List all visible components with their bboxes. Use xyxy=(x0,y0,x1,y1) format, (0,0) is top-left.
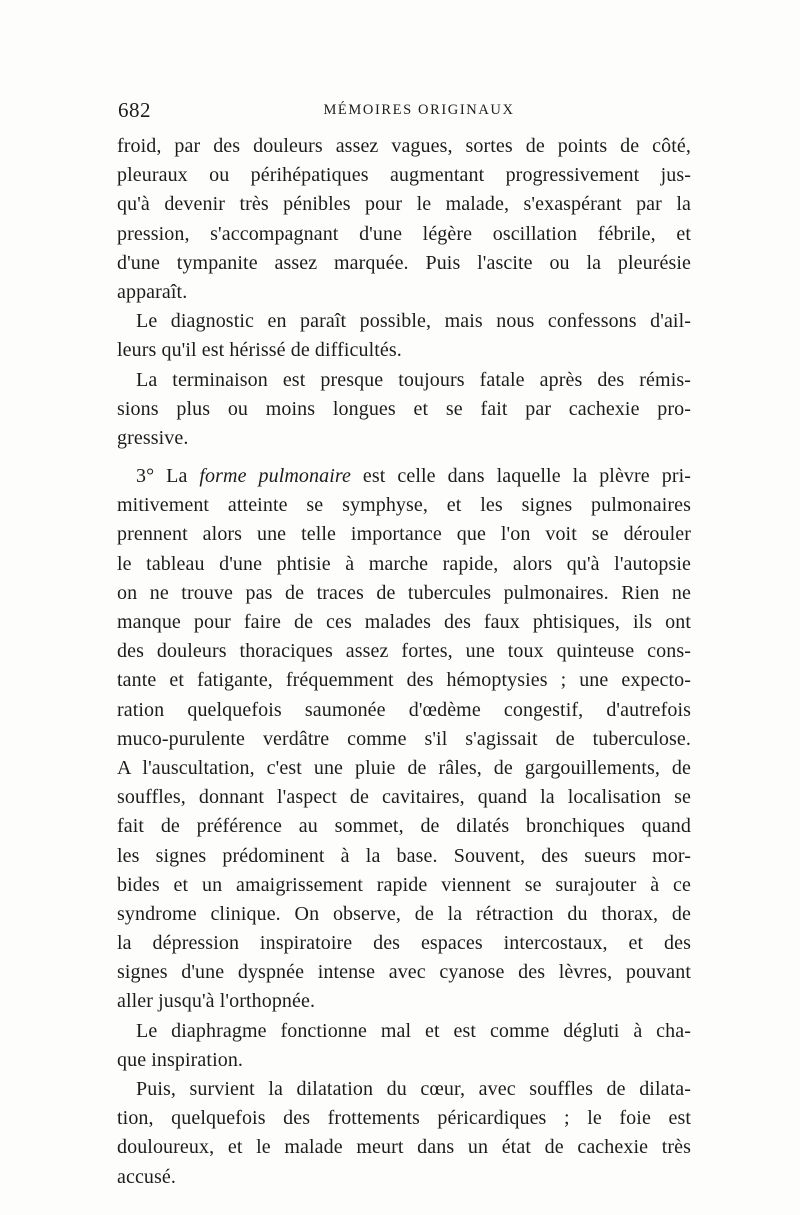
text-line: leurs qu'il est hérissé de difficultés. xyxy=(117,339,402,362)
text-line: bides et un amaigrissement rapide viennent se surajouter à ce xyxy=(117,873,691,896)
text-line: gressive. xyxy=(117,426,189,449)
running-title: MÉMOIRES ORIGINAUX xyxy=(323,102,515,118)
text-line: souffles, donnant l'aspect de cavitaires, quand la localisation se xyxy=(117,786,691,809)
text-line: aller jusqu'à l'orthopnée. xyxy=(117,990,316,1013)
text-line: pression, s'accompagnant d'une légère oscillation fébrile, et xyxy=(117,222,691,245)
text-line: Le diagnostic en paraît possible, mais nous confessons d'ail- xyxy=(136,310,691,333)
text-line: fait de préférence au sommet, de dilatés bronchiques quand xyxy=(117,815,691,838)
text-line: Puis, survient la dilatation du cœur, avec souffles de dilata- xyxy=(136,1078,691,1100)
text-line-with-italic xyxy=(117,462,691,491)
text-line: pleuraux ou périhépatiques augmentant progressivement jus- xyxy=(117,164,691,187)
text-line: tante et fatigante, fréquemment des hémoptysies ; une expecto- xyxy=(117,669,691,692)
text-line: sions plus ou moins longues et se fait par cachexie pro- xyxy=(117,397,691,420)
text-line: A l'auscultation, c'est une pluie de râles, de gargouillements, de xyxy=(117,756,691,779)
text-line: prennent alors une telle importance que l'on voit se dérouler xyxy=(117,523,691,546)
text-line: des douleurs thoraciques assez fortes, une toux quinteuse cons- xyxy=(117,640,691,663)
italic-term: forme pulmonaire xyxy=(199,465,351,488)
text-line: froid, par des douleurs assez vagues, sortes de points de côté, xyxy=(117,135,691,157)
text-line: syndrome clinique. On observe, de la rétraction du thorax, de xyxy=(117,902,691,925)
body-text xyxy=(117,132,691,1192)
text-line: on ne trouve pas de traces de tubercules pulmonaires. Rien ne xyxy=(117,581,691,604)
text-line: Le diaphragme fonctionne mal et est comme dégluti à cha- xyxy=(136,1019,691,1042)
text-line: muco-purulente verdâtre comme s'il s'agissait de tuberculose. xyxy=(117,727,691,750)
text-line: douloureux, et le malade meurt dans un état de cachexie très xyxy=(117,1136,691,1159)
text-line: tion, quelquefois des frottements péricardiques ; le foie est xyxy=(117,1107,691,1130)
text-line: les signes prédominent à la base. Souvent, des sueurs mor- xyxy=(117,844,691,867)
text-line: d'une tympanite assez marquée. Puis l'ascite ou la pleurésie xyxy=(117,251,691,274)
text-line: ration quelquefois saumonée d'œdème congestif, d'autrefois xyxy=(117,698,691,721)
text-line: qu'à devenir très pénibles pour le malade, s'exaspérant par la xyxy=(117,193,691,216)
section-number-text: 3° La xyxy=(136,465,200,488)
text-line: le tableau d'une phtisie à marche rapide, alors qu'à l'autopsie xyxy=(117,552,691,575)
text-line: accusé. xyxy=(117,1165,176,1188)
text-line: apparaît. xyxy=(117,280,188,303)
text-run: est celle dans laquelle la plèvre pri- xyxy=(350,465,691,488)
text-line: la dépression inspiratoire des espaces intercostaux, et des xyxy=(117,932,691,955)
text-line: La terminaison est presque toujours fatale après des rémis- xyxy=(136,368,691,391)
text-line: manque pour faire de ces malades des faux phtisiques, ils ont xyxy=(117,611,691,633)
page-number: 682 xyxy=(118,98,151,122)
text-line: mitivement atteinte se symphyse, et les signes pulmonaires xyxy=(117,494,691,517)
text-line: que inspiration. xyxy=(117,1048,244,1071)
running-head xyxy=(118,98,690,128)
text-line: signes d'une dyspnée intense avec cyanose des lèvres, pouvant xyxy=(117,961,691,984)
